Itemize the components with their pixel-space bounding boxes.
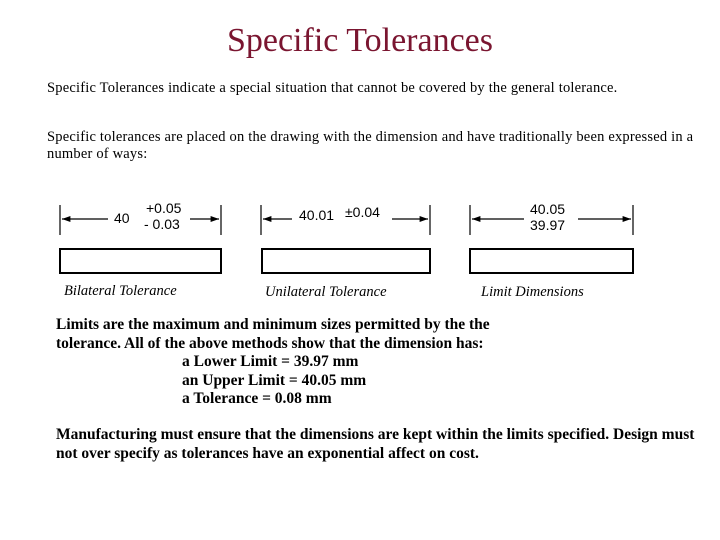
intro-paragraph: Specific Tolerances indicate a special situation that cannot be covered by the general tolerance.: [47, 80, 618, 96]
limit-lower: 39.97: [530, 217, 566, 233]
page-title: Specific Tolerances: [226, 22, 494, 59]
tolerance-line: a Tolerance = 0.08 mm: [182, 390, 332, 407]
manufacturing-paragraph: Manufacturing must ensure that the dimensions are kept within the limits specified. Design must not over specify as tolerances have an exponential affect on cost.: [56, 426, 695, 462]
unilateral-caption: Unilateral Tolerance: [265, 284, 387, 300]
bilateral-basic-size: 40: [114, 210, 130, 226]
methods-paragraph: Specific tolerances are placed on the drawing with the dimension and have traditionally been expressed in a number of ways:: [47, 129, 694, 162]
limits-explanation: [56, 316, 696, 409]
lower-limit-line: a Lower Limit = 39.97 mm: [182, 353, 359, 370]
bilateral-lower-deviation: - 0.03: [144, 216, 180, 232]
unilateral-tolerance: ±0.04: [345, 204, 380, 220]
limit-upper: 40.05: [530, 201, 566, 217]
limits-line: tolerance. All of the above methods show that the dimension has:: [56, 334, 484, 352]
limits-line: Limits are the maximum and minimum sizes permitted by the the: [56, 316, 490, 333]
limit-caption: Limit Dimensions: [481, 284, 584, 300]
unilateral-basic-size: 40.01: [299, 207, 335, 223]
bilateral-caption: Bilateral Tolerance: [64, 283, 177, 299]
bilateral-diagram: [60, 205, 221, 273]
bilateral-upper-deviation: +0.05: [146, 200, 182, 216]
upper-limit-line: an Upper Limit = 40.05 mm: [182, 371, 367, 389]
